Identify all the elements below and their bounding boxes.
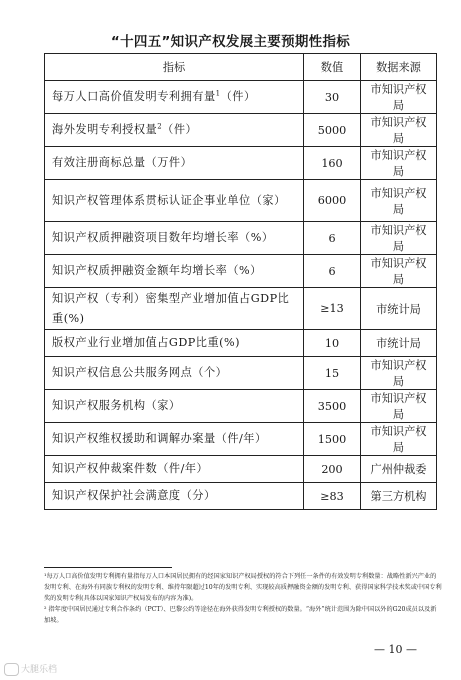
source-cell: 市知识产权局 bbox=[361, 423, 437, 456]
value-cell: 6 bbox=[304, 222, 361, 255]
indicator-unit: （件） bbox=[220, 90, 256, 103]
value-cell: 3500 bbox=[304, 390, 361, 423]
indicator-text: 每万人口高价值发明专利拥有量 bbox=[52, 90, 216, 103]
watermark-text: 大腿乐档 bbox=[21, 665, 58, 675]
header-indicator: 指标 bbox=[45, 54, 304, 81]
table-header-row bbox=[45, 54, 437, 81]
header-source: 数据来源 bbox=[361, 54, 437, 81]
source-cell: 市知识产权局 bbox=[361, 357, 437, 390]
page-title: “十四五”知识产权发展主要预期性指标 bbox=[110, 34, 351, 50]
indicator-cell: 知识产权维权援助和调解办案量（件/年） bbox=[45, 423, 304, 456]
value-cell: 30 bbox=[304, 81, 361, 114]
footnote-2: ² 指年度中国居民通过专利合作条约（PCT）、巴黎公约等途径在海外获得发明专利授权的数量。“海外”统计范围为除中国以外的G20成员以及新加坡。 bbox=[44, 606, 437, 624]
table-row bbox=[45, 147, 437, 180]
source-cell: 市知识产权局 bbox=[361, 390, 437, 423]
source-cell: 市知识产权局 bbox=[361, 114, 437, 147]
table-row bbox=[45, 114, 437, 147]
source-cell: 市知识产权局 bbox=[361, 222, 437, 255]
indicator-cell: 有效注册商标总量（万件） bbox=[45, 147, 304, 180]
indicator-cell: 版权产业行业增加值占GDP比重(%) bbox=[45, 330, 304, 357]
source-cell: 广州仲裁委 bbox=[361, 456, 437, 483]
table-row bbox=[45, 330, 437, 357]
indicator-cell: 知识产权管理体系贯标认证企事业单位（家） bbox=[45, 180, 304, 222]
footnote-ref: 2 bbox=[157, 122, 163, 131]
footnote-ref: 1 bbox=[215, 89, 221, 98]
table-row bbox=[45, 81, 437, 114]
watermark-logo-icon bbox=[4, 663, 19, 676]
indicator-cell: 知识产权质押融资项目数年均增长率（%） bbox=[45, 222, 304, 255]
source-cell: 市统计局 bbox=[361, 330, 437, 357]
footnote-1: ¹每万人口高价值发明专利拥有量指每万人口本国居民拥有的经国家知识产权局授权的符合下列任一条件的有效发明专利数量：战略性新兴产业的发明专利、在海外有同族专利权的发明专利、维持年限超过10年的发明专利、实现较高质押融资金额的发明专利、获得国家科学技术奖或中国专利奖的发明专利(具体以国家知识产权局发布的内容为准)。 bbox=[44, 573, 442, 602]
table-row bbox=[45, 483, 437, 510]
source-cell: 市知识产权局 bbox=[361, 81, 437, 114]
indicator-text: 海外发明专利授权量 bbox=[52, 123, 158, 136]
indicator-cell: 知识产权仲裁案件数（件/年） bbox=[45, 456, 304, 483]
value-cell: ≥13 bbox=[304, 288, 361, 330]
indicator-table bbox=[44, 53, 437, 510]
table-row bbox=[45, 390, 437, 423]
value-cell: 160 bbox=[304, 147, 361, 180]
source-cell: 市知识产权局 bbox=[361, 255, 437, 288]
value-cell: 10 bbox=[304, 330, 361, 357]
value-cell: 15 bbox=[304, 357, 361, 390]
value-cell: 200 bbox=[304, 456, 361, 483]
indicator-cell: 知识产权服务机构（家） bbox=[45, 390, 304, 423]
indicator-cell: 知识产权信息公共服务网点（个） bbox=[45, 357, 304, 390]
indicator-cell bbox=[45, 114, 304, 147]
watermark bbox=[4, 662, 57, 676]
table-row bbox=[45, 222, 437, 255]
indicator-cell: 知识产权保护社会满意度（分） bbox=[45, 483, 304, 510]
value-cell: ≥83 bbox=[304, 483, 361, 510]
footnotes bbox=[44, 571, 442, 626]
indicator-cell: 知识产权（专利）密集型产业增加值占GDP比重(%) bbox=[45, 288, 304, 330]
table-row bbox=[45, 255, 437, 288]
indicator-cell bbox=[45, 81, 304, 114]
value-cell: 5000 bbox=[304, 114, 361, 147]
source-cell: 市知识产权局 bbox=[361, 180, 437, 222]
table-row bbox=[45, 180, 437, 222]
table-row bbox=[45, 423, 437, 456]
value-cell: 1500 bbox=[304, 423, 361, 456]
header-value: 数值 bbox=[304, 54, 361, 81]
source-cell: 市知识产权局 bbox=[361, 147, 437, 180]
table-row bbox=[45, 288, 437, 330]
table-row bbox=[45, 456, 437, 483]
source-cell: 市统计局 bbox=[361, 288, 437, 330]
page-number: — 10 — bbox=[374, 643, 417, 656]
value-cell: 6 bbox=[304, 255, 361, 288]
footnote-divider bbox=[44, 567, 172, 568]
value-cell: 6000 bbox=[304, 180, 361, 222]
indicator-cell: 知识产权质押融资金额年均增长率（%） bbox=[45, 255, 304, 288]
table-row bbox=[45, 357, 437, 390]
source-cell: 第三方机构 bbox=[361, 483, 437, 510]
indicator-unit: （件） bbox=[162, 123, 198, 136]
